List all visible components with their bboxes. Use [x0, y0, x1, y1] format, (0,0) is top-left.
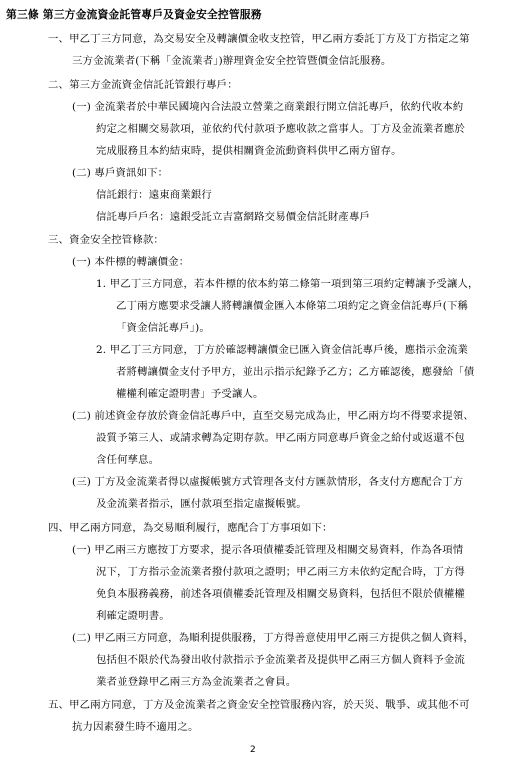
clause-3-2-line-2: 設質予第三人、或請求轉為定期存款。甲乙兩方同意專戶資金之給付或返還不包: [96, 432, 465, 444]
clause-3-2-line-1: (二) 前述資金存放於資金信託專戶中，直至交易完成為止，甲乙兩方均不得要求提領、: [72, 410, 474, 422]
clause-2-2-heading: (二) 專戶資訊如下：: [72, 167, 169, 179]
clause-3-2-line-3: 含任何孳息。: [96, 454, 160, 466]
article-title: 第三條 第三方金流資金託管專戶及資金安全控管服務: [6, 8, 262, 21]
clause-4-1-line-1: (一) 甲乙兩三方應按丁方要求，提示各項債權委託管理及相關交易資料，作為各項情: [72, 544, 464, 556]
section-1-line-1: 一、甲乙丁三方同意，為交易安全及轉讓價金收支控管，甲乙兩方委託丁方及丁方指定之第: [48, 33, 470, 45]
trust-bank-line: 信託銀行：遠東商業銀行: [96, 189, 212, 201]
section-3-heading: 三、資金安全控管條款：: [48, 234, 164, 246]
clause-4-1-line-2: 況下，丁方指示金流業者撥付款項之證明；甲乙兩三方未依約定配合時，丁方得: [96, 566, 465, 578]
clause-4-2-line-3: 業者並登錄甲乙兩三方為金流業者之會員。: [96, 676, 297, 688]
item-2-line-1: 2. 甲乙丁三方同意，丁方於確認轉讓價金已匯入資金信託專戶後，應指示金流業: [96, 344, 469, 356]
clause-3-3-line-2: 及金流業者指示，匯付款項至指定虛擬帳號。: [96, 498, 307, 510]
clause-4-2-line-2: 包括但不限於代為發出收付款指示予金流業者及提供甲乙兩三方個人資料予金流: [96, 654, 465, 666]
clause-3-3-line-1: (三) 丁方及金流業者得以虛擬帳號方式管理各支付方匯款情形，各支付方應配合丁方: [72, 476, 464, 488]
item-2-line-3: 權權利確定證明書」予受讓人。: [116, 388, 264, 400]
clause-3-1-heading: (一) 本件標的轉讓價金：: [72, 256, 190, 268]
clause-2-1-line-3: 完成服務且本約結束時，提供相關資金流動資料供甲乙兩方留存。: [96, 145, 402, 157]
clause-2-1-line-2: 約定之相關交易款項，並依約代付款項予應收款之當事人。丁方及金流業者應於: [96, 123, 465, 135]
item-1-line-2: 乙丁兩方應要求受讓人將轉讓價金匯入本條第二項約定之資金信託專戶(下稱: [116, 300, 469, 312]
section-5-line-2: 抗力因素發生時不適用之。: [72, 721, 199, 733]
section-5-line-1: 五、甲乙兩方同意，丁方及金流業者之資金安全控管服務內容，於天災、戰爭、或其他不可: [48, 699, 470, 711]
section-4-heading: 四、甲乙兩方同意，為交易順利履行，應配合丁方事項如下：: [48, 522, 333, 534]
section-2-heading: 二、第三方金流資金信託託管銀行專戶：: [48, 79, 238, 91]
section-1-line-2: 三方金流業者(下稱「金流業者」)辦理資金安全控管暨價金信託服務。: [72, 55, 392, 67]
clause-2-1-line-1: (一) 金流業者於中華民國境內合法設立營業之商業銀行開立信託專戶，依約代收本約: [72, 101, 464, 113]
page-number: 2: [250, 745, 256, 755]
item-2-line-2: 者將轉讓價金支付予甲方，並出示指示紀錄予乙方；乙方確認後，應發給「債: [116, 366, 475, 378]
clause-4-2-line-1: (二) 甲乙兩三方同意，為順利提供服務，丁方得善意使用甲乙兩三方提供之個人資料，: [72, 632, 474, 644]
item-1-line-3: 「資金信託專戶」)。: [116, 322, 210, 334]
item-1-line-1: 1. 甲乙丁三方同意，若本件標的依本約第二條第一項到第三項約定轉讓予受讓人，: [96, 278, 479, 290]
clause-4-1-line-3: 免負本服務義務，前述各項債權委託管理及相關交易資料，包括但不限於債權權: [96, 588, 465, 600]
clause-4-1-line-4: 利確定證明書。: [96, 610, 170, 622]
trust-account-name-line: 信託專戶戶名：遠銀受託立吉富網路交易價金信託財產專戶: [96, 211, 371, 223]
